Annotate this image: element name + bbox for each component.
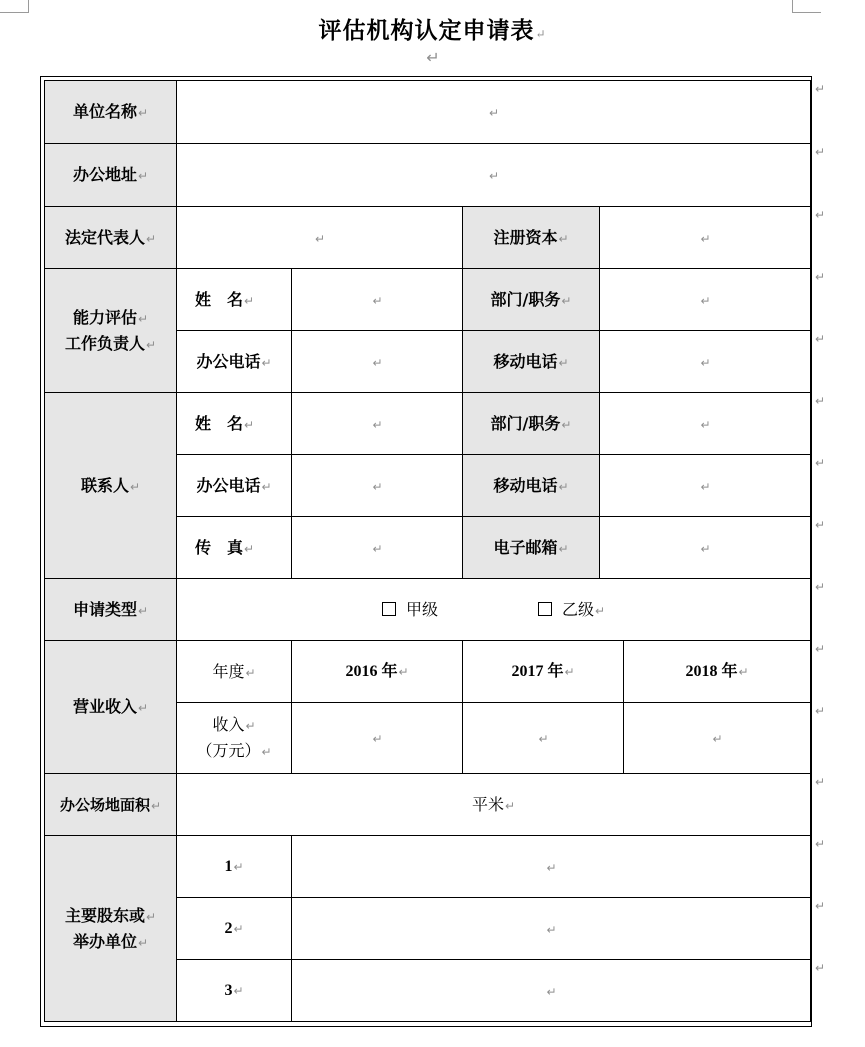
row-end-mark-icon: ↵	[815, 961, 826, 975]
row-end-mark-icon: ↵	[815, 332, 826, 346]
lead-office-phone-input-cell[interactable]: ↵	[292, 331, 463, 393]
row-application-type	[45, 579, 811, 641]
office-address-input-cell[interactable]: ↵	[177, 144, 811, 207]
registered-capital-input-cell[interactable]: ↵	[600, 207, 811, 269]
row-revenue-years	[45, 641, 811, 703]
row-end-mark-icon: ↵	[815, 837, 826, 851]
application-form-table	[44, 80, 811, 1022]
label-capability-lead: 能力评估↵ 工作负责人↵	[45, 269, 177, 393]
checkbox-grade-a[interactable]	[382, 602, 396, 616]
office-area-input-cell[interactable]: 平米↵	[177, 774, 811, 836]
label-contact-email: 电子邮箱↵	[463, 517, 600, 579]
row-end-mark-icon: ↵	[815, 518, 826, 532]
row-end-mark-icon: ↵	[815, 208, 826, 222]
form-title	[0, 12, 865, 45]
label-lead-name: 姓 名↵	[177, 269, 292, 331]
income-2018-input-cell[interactable]: ↵	[624, 703, 811, 774]
shareholder-number-1: 1↵	[177, 836, 292, 898]
option-grade-b[interactable]: 乙级↵	[538, 597, 605, 623]
option-grade-a-label: 甲级	[405, 599, 438, 619]
label-contact-fax: 传 真↵	[177, 517, 292, 579]
shareholder-3-input-cell[interactable]: ↵	[292, 960, 811, 1022]
income-2016-input-cell[interactable]: ↵	[292, 703, 463, 774]
form-title-text: 评估机构认定申请表	[318, 17, 535, 44]
shareholder-1-input-cell[interactable]: ↵	[292, 836, 811, 898]
label-contact-dept: 部门/职务↵	[463, 393, 600, 455]
row-office-area	[45, 774, 811, 836]
row-office-address	[45, 144, 811, 207]
paragraph-mark-icon: ↵	[535, 27, 547, 41]
row-end-mark-icon: ↵	[815, 580, 826, 594]
contact-name-input-cell[interactable]: ↵	[292, 393, 463, 455]
income-2017-input-cell[interactable]: ↵	[463, 703, 624, 774]
label-application-type: 申请类型↵	[45, 579, 177, 641]
label-contact: 联系人↵	[45, 393, 177, 579]
area-unit-label: 平米	[471, 794, 504, 814]
label-revenue: 营业收入↵	[45, 641, 177, 774]
row-end-mark-icon: ↵	[815, 394, 826, 408]
row-shareholder-1	[45, 836, 811, 898]
lead-mobile-input-cell[interactable]: ↵	[600, 331, 811, 393]
label-office-address: 办公地址↵	[45, 144, 177, 207]
label-legal-rep: 法定代表人↵	[45, 207, 177, 269]
lead-name-input-cell[interactable]: ↵	[292, 269, 463, 331]
shareholder-number-3: 3↵	[177, 960, 292, 1022]
legal-rep-input-cell[interactable]: ↵	[177, 207, 463, 269]
label-contact-mobile: 移动电话↵	[463, 455, 600, 517]
application-type-options	[177, 579, 811, 641]
year-2018: 2018 年↵	[624, 641, 811, 703]
label-registered-capital: 注册资本↵	[463, 207, 600, 269]
contact-office-phone-input-cell[interactable]: ↵	[292, 455, 463, 517]
row-legal-rep	[45, 207, 811, 269]
row-end-mark-icon: ↵	[815, 642, 826, 656]
label-contact-office-phone: 办公电话↵	[177, 455, 292, 517]
row-end-mark-icon: ↵	[815, 456, 826, 470]
label-unit-name: 单位名称↵	[45, 81, 177, 144]
label-lead-mobile: 移动电话↵	[463, 331, 600, 393]
shareholder-number-2: 2↵	[177, 898, 292, 960]
option-grade-b-label: 乙级	[561, 599, 594, 619]
row-unit-name	[45, 81, 811, 144]
unit-name-input-cell[interactable]: ↵	[177, 81, 811, 144]
contact-dept-input-cell[interactable]: ↵	[600, 393, 811, 455]
label-contact-name: 姓 名↵	[177, 393, 292, 455]
paragraph-mark-icon: ↵	[426, 48, 440, 67]
row-end-mark-icon: ↵	[815, 704, 826, 718]
row-contact-name	[45, 393, 811, 455]
row-end-mark-icon: ↵	[815, 270, 826, 284]
row-end-mark-icon: ↵	[815, 145, 826, 159]
contact-email-input-cell[interactable]: ↵	[600, 517, 811, 579]
blank-paragraph	[0, 48, 865, 67]
contact-mobile-input-cell[interactable]: ↵	[600, 455, 811, 517]
lead-dept-input-cell[interactable]: ↵	[600, 269, 811, 331]
row-end-mark-icon: ↵	[815, 82, 826, 96]
label-year: 年度↵	[177, 641, 292, 703]
checkbox-grade-b[interactable]	[538, 602, 552, 616]
label-lead-dept: 部门/职务↵	[463, 269, 600, 331]
row-lead-name	[45, 269, 811, 331]
label-lead-office-phone: 办公电话↵	[177, 331, 292, 393]
year-2017: 2017 年↵	[463, 641, 624, 703]
shareholder-2-input-cell[interactable]: ↵	[292, 898, 811, 960]
year-2016: 2016 年↵	[292, 641, 463, 703]
option-grade-a[interactable]	[382, 597, 438, 623]
contact-fax-input-cell[interactable]: ↵	[292, 517, 463, 579]
label-income: 收入↵ （万元）↵	[177, 703, 292, 774]
row-end-mark-icon: ↵	[815, 899, 826, 913]
row-end-mark-icon: ↵	[815, 775, 826, 789]
label-office-area: 办公场地面积↵	[45, 774, 177, 836]
label-shareholders: 主要股东或↵ 举办单位↵	[45, 836, 177, 1022]
